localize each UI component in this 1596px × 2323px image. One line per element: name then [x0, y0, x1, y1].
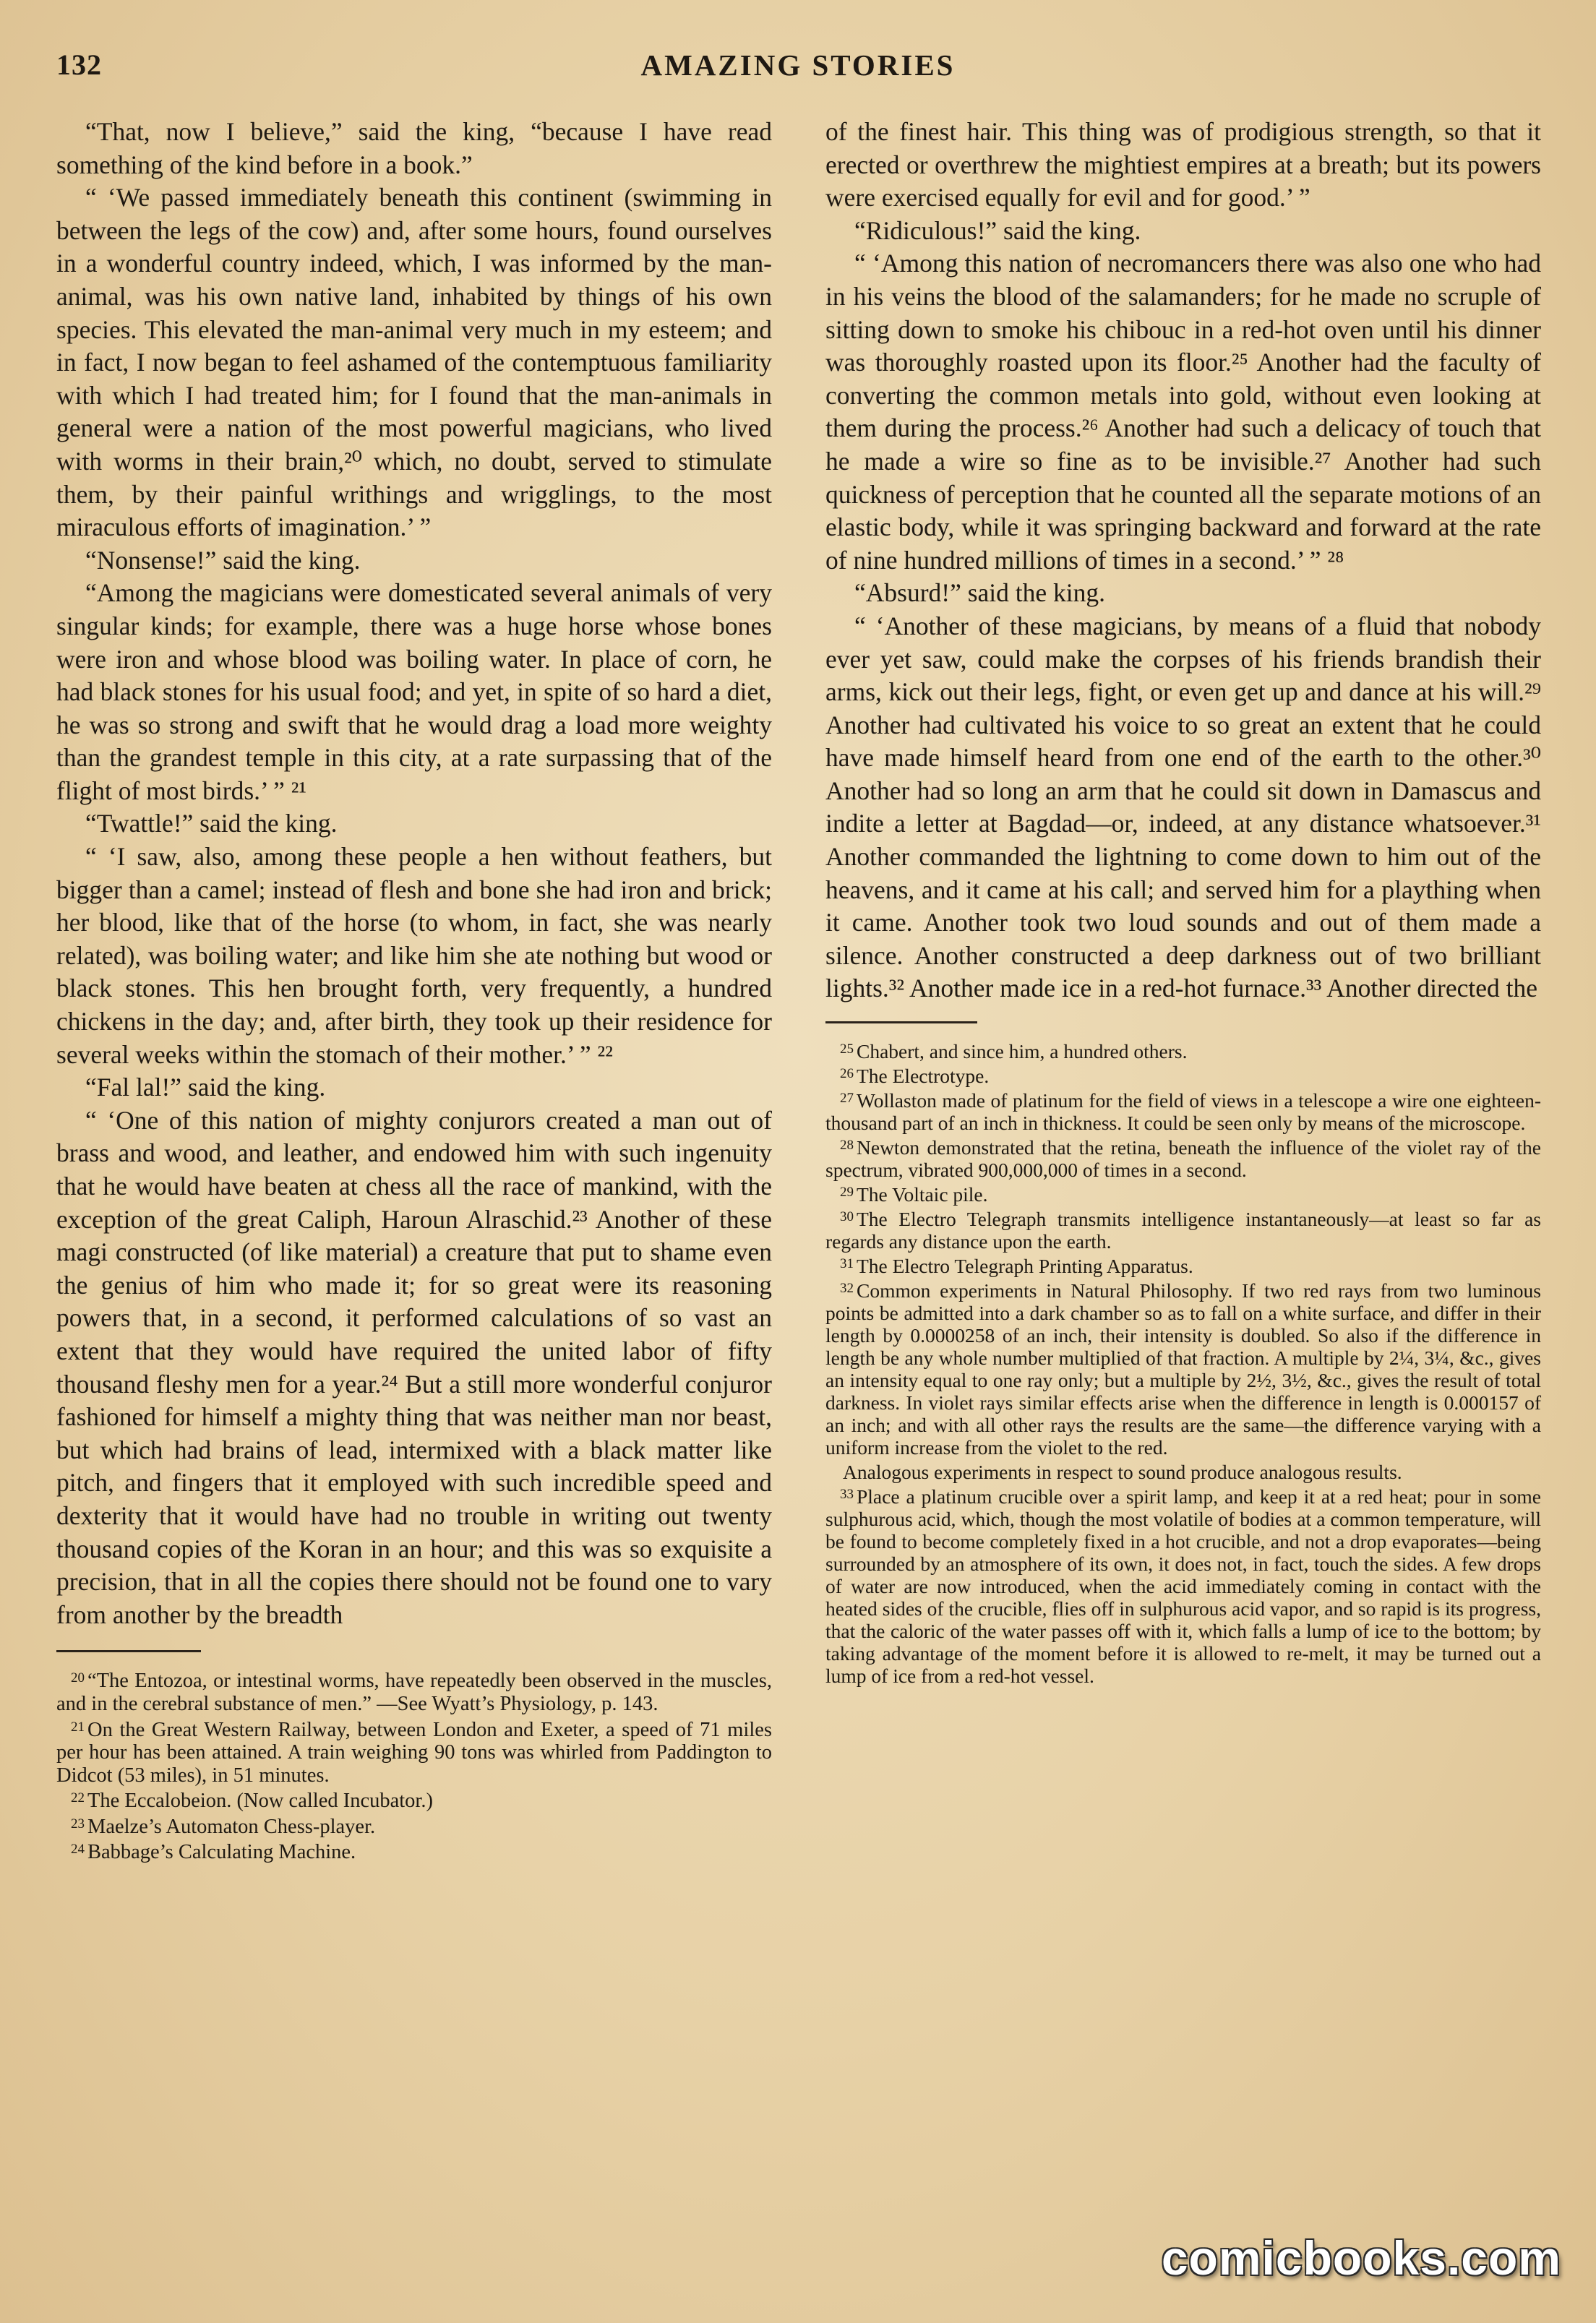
- footnote: [825, 1134, 1541, 1181]
- footnote-text: The Electro Telegraph Printing Apparatus.: [857, 1255, 1193, 1278]
- footnote-text: Babbage’s Calculating Machine.: [87, 1841, 356, 1864]
- footnote-text: On the Great Western Railway, between London and Exeter, a speed of 71 miles per hour has been attained. A train weighing 90 tons was whirled from Paddington to Didcot (53 miles), in 51 minutes.: [56, 1718, 772, 1787]
- paragraph: “That, now I believe,” said the king, “because I have read something of the kind before in a book.”: [56, 117, 772, 179]
- paragraph: “Nonsense!” said the king.: [85, 545, 361, 575]
- footnote-text: Common experiments in Natural Philosophy. If two red rays from two luminous points be admitted into a dark chamber so as to fall on a white surface, and differ in their length by 0.0000258 of an inch, their intensity is doubled. So also if the difference in length be any whole number multiplied of that fraction. A multiple by 2¼, 3¼, &c., gives an intensity equal to one ray only; but a multiple by 2½, 3½, &c., gives the result of total darkness. In violet rays similar effects arise when the difference in length is 0.000157 of an inch; and with all other rays the results are the same—the difference varying with a uniform increase from the violet to the red.: [825, 1279, 1541, 1459]
- footnote-text: The Eccalobeion. (Now called Incubator.): [87, 1790, 433, 1813]
- footnote-number: 21: [71, 1719, 85, 1735]
- footnote-text: The Electrotype.: [857, 1065, 990, 1088]
- paragraph: “Among the magicians were domesticated several animals of very singular kinds; for example, there was a huge horse whose bones were iron and whose blood was boiling water. In place of corn, he had black stones for his usual food; and yet, in spite of so hard a diet, he was so strong and swift that he would drag a load more weighty than the grandest temple in this city, at a rate surpassing that of the flight of most birds.’ ” ²¹: [56, 578, 772, 805]
- footnote-number: 23: [71, 1816, 85, 1832]
- paragraph: “Ridiculous!” said the king.: [854, 215, 1141, 245]
- site-watermark: comicbooks.com: [1161, 2231, 1561, 2285]
- footnote-text: Place a platinum crucible over a spirit lamp, and keep it at a red heat; pour in some sulphurous acid, which, though the most volatile of bodies at a common temperature, will be found to become completely fixed in a hot crucible, and not a drop evaporates—being surrounded by an atmosphere of its own, it does not, in fact, touch the sides. A few drops of water are now introduced, when the acid immediately coming in contact with the heated sides of the crucible, flies off in sulphurous acid vapor, and so rapid is its progress, that the caloric of the water passes off with it, which falls a lump of ice to the bottom; by taking advantage of the moment before it is allowed to re-melt, it may be turned out a lump of ice from a red-hot vessel.: [825, 1485, 1541, 1688]
- footnote-number: 30: [840, 1209, 854, 1225]
- paragraph: “ ‘Another of these magicians, by means of a fluid that nobody ever yet saw, could make the corpses of his friends brandish their arms, kick out their legs, fight, or even get up and dance at his will.²⁹ Another had cultivated his voice to so great an extent that he could have made himself heard from one end of the earth to the other.³⁰ Another had so long an arm that he could sit down in Damascus and indite a letter at Bagdad—or, indeed, at any distance whatsoever.³¹ Another commanded the lightning to come down to him out of the heavens, and it came at his call; and served him for a plaything when it came. Another took two loud sounds and out of them made a silence. Another constructed a deep darkness out of two brilliant lights.³² Another made ice in a red-hot furnace.³³ Another directed the: [825, 611, 1541, 1003]
- footnote-number: 28: [840, 1138, 854, 1154]
- footnote-text: Maelze’s Automaton Chess-player.: [87, 1815, 376, 1838]
- footnote-text: Newton demonstrated that the retina, beneath the influence of the violet ray of the spectrum, vibrated 900,000,000 of times in a second.: [825, 1136, 1541, 1182]
- footnote: [825, 1206, 1541, 1253]
- paragraph: “Twattle!” said the king.: [85, 809, 338, 838]
- right-column: [825, 116, 1541, 1687]
- page-number: 132: [56, 48, 102, 81]
- left-column: [56, 116, 772, 1864]
- paragraph: “ ‘We passed immediately beneath this continent (swimming in between the legs of the cow) and, after some hours, found ourselves in a wonderful country indeed, which, I was informed by the man-animal, was his own native land, inhabited by things of his own species. This elevated the man-animal very much in my esteem; and in fact, I now began to feel ashamed of the contemptuous familiarity with which I had treated him; for I found that the man-animals in general were a nation of the most powerful magicians, who lived with worms in their brain,²⁰ which, no doubt, served to stimulate them, by their painful writhings and wrigglings, to the most miraculous efforts of imagination.’ ”: [56, 183, 772, 542]
- footnote-text: Wollaston made of platinum for the field of views in a telescope a wire one eighteen-thousand part of an inch in thickness. It could be seen only by means of the microscope.: [825, 1089, 1541, 1135]
- footnote: [56, 1838, 772, 1864]
- footnote-text: The Voltaic pile.: [857, 1183, 988, 1206]
- footnote: [56, 1667, 772, 1715]
- footnote-number: 32: [840, 1281, 854, 1297]
- footnote: [56, 1787, 772, 1813]
- paragraph: “Absurd!” said the king.: [854, 578, 1106, 608]
- footnote: [825, 1483, 1541, 1687]
- footnote-text: The Electro Telegraph transmits intelligence instantaneously—at least so far as regards any distance upon the earth.: [825, 1208, 1541, 1253]
- footnote-number: 26: [840, 1066, 854, 1082]
- footnote-divider: [56, 1650, 201, 1652]
- footnote-text: “The Entozoa, or intestinal worms, have repeatedly been observed in the muscles, and in the cerebral substance of men.” —See Wyatt’s Physiology, p. 143.: [56, 1670, 772, 1715]
- paragraph: “Fal lal!” said the king.: [85, 1073, 326, 1102]
- footnote-number: 22: [71, 1790, 85, 1806]
- footnote: [825, 1253, 1541, 1277]
- footnote: [825, 1038, 1541, 1062]
- footnote-text: Analogous experiments in respect to sound produce analogous results.: [843, 1461, 1402, 1484]
- footnote: [825, 1181, 1541, 1206]
- footnote-divider: [825, 1021, 977, 1023]
- footnote: [825, 1459, 1541, 1483]
- footnote-text: Chabert, and since him, a hundred others.: [857, 1040, 1188, 1063]
- paragraph: “ ‘I saw, also, among these people a hen without feathers, but bigger than a camel; instead of flesh and bone she had iron and brick; her blood, like that of the horse (to whom, in fact, she was nearly related), was boiling water; and like him she ate nothing but wood or black stones. This hen brought forth, very frequently, a hundred chickens in the day; and, after birth, they took up their residence for several weeks within the stomach of their mother.’ ” ²²: [56, 842, 772, 1069]
- right-body-text: [825, 116, 1541, 1005]
- footnote-number: 31: [840, 1256, 854, 1272]
- footnote: [825, 1087, 1541, 1134]
- footnote-number: 25: [840, 1042, 854, 1057]
- footnote: [825, 1062, 1541, 1087]
- footnote: [56, 1813, 772, 1839]
- running-head: AMAZING STORIES: [640, 48, 956, 82]
- left-footnotes: [56, 1667, 772, 1864]
- left-body-text: [56, 116, 772, 1631]
- page-header: [53, 40, 1543, 98]
- footnote-number: 33: [840, 1487, 854, 1503]
- footnote: [56, 1716, 772, 1787]
- paragraph: “ ‘Among this nation of necromancers there was also one who had in his veins the blood of the salamanders; for he made no scruple of sitting down to smoke his chibouc in a red-hot oven until his dinner was thoroughly roasted upon its floor.²⁵ Another had the faculty of converting the common metals into gold, without even looking at them during the process.²⁶ Another had such a delicacy of touch that he made a wire so fine as to be invisible.²⁷ Another had such quickness of perception that he counted all the separate motions of an elastic body, while it was springing backward and forward at the rate of nine hundred millions of times in a second.’ ” ²⁸: [825, 249, 1541, 575]
- footnote-number: 20: [71, 1670, 85, 1686]
- footnote-number: 24: [71, 1842, 85, 1858]
- footnote: [825, 1277, 1541, 1459]
- footnote-number: 29: [840, 1185, 854, 1201]
- paragraph: “ ‘One of this nation of mighty conjurors created a man out of brass and wood, and leather, and endowed him with such ingenuity that he would have beaten at chess all the race of mankind, with the exception of the great Caliph, Haroun Alraschid.²³ Another of these magi constructed (of like material) a creature that put to shame even the genius of him who made it; for so great were its reasoning powers that, in a second, it performed calculations of so vast an extent that they would have required the united labor of fifty thousand fleshy men for a year.²⁴ But a still more wonderful conjuror fashioned for himself a mighty thing that was neither man nor beast, but which had brains of lead, intermixed with a black matter like pitch, and fingers that it employed with such incredible speed and dexterity that it would have had no trouble in writing out twenty thousand copies of the Koran in an hour; and this was so exquisite a precision, that in all the copies there should not be found one to vary from another by the breadth: [56, 1105, 772, 1629]
- footnote-number: 27: [840, 1091, 854, 1107]
- right-footnotes: [825, 1038, 1541, 1687]
- paragraph: of the finest hair. This thing was of prodigious strength, so that it erected or overthrew the mightiest empires at a breath; but its powers were exercised equally for evil and for good.’ ”: [825, 117, 1541, 212]
